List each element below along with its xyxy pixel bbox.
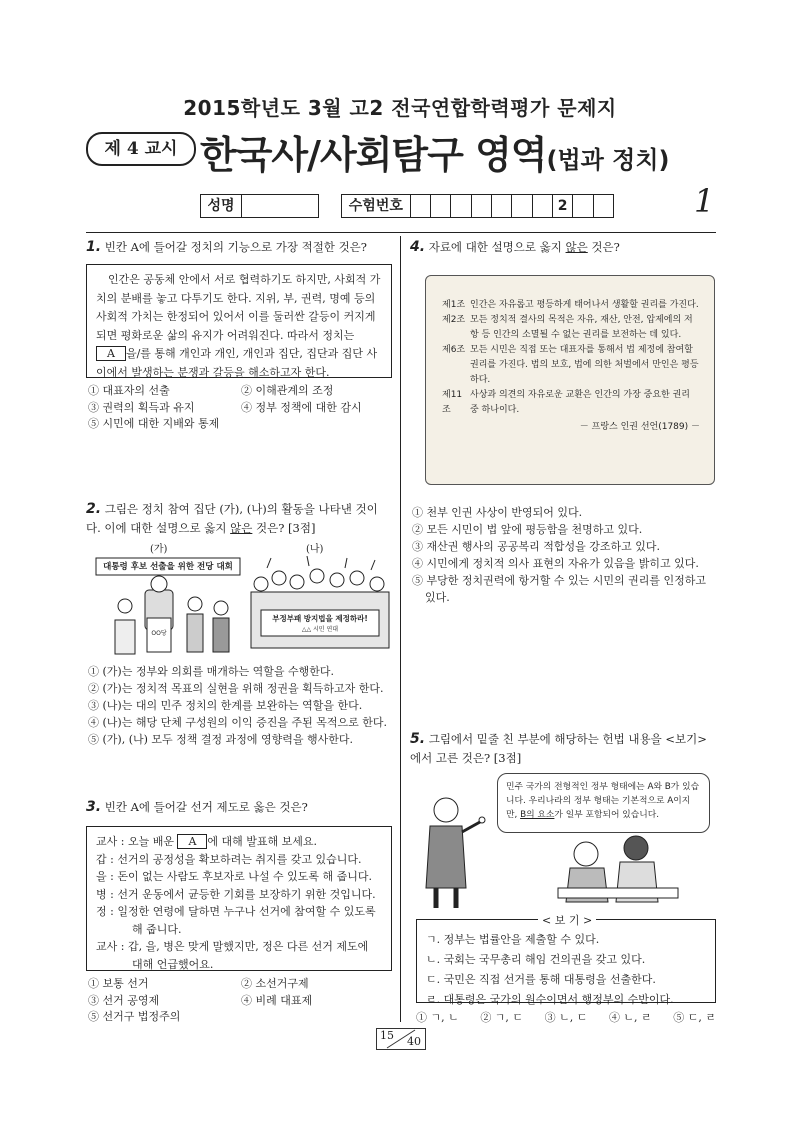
exam-number-cell[interactable] bbox=[451, 195, 471, 217]
option[interactable]: ① 대표자의 선출 bbox=[88, 384, 170, 397]
convention-illustration bbox=[95, 556, 241, 658]
bogi-box bbox=[416, 919, 716, 1006]
article-text: 모든 시민은 직접 또는 대표자를 통해서 법 제정에 참여할 권리를 가진다. 법의 보호, 법에 의한 처벌에서 만인은 평등하다. bbox=[470, 345, 699, 385]
article-text: 인간은 자유롭고 평등하게 태어나서 생활할 권리를 가진다. bbox=[470, 300, 699, 310]
bogi-item: ㄴ. 국회는 국무총리 해임 건의권을 갖고 있다. bbox=[426, 953, 646, 966]
subject-main: 한국사/사회탐구 영역 bbox=[200, 133, 547, 177]
q3-options bbox=[88, 976, 394, 1026]
label-ga: (가) bbox=[150, 544, 168, 555]
article-text: 사상과 의견의 자유로운 교환은 인간의 가장 중요한 권리 중 하나이다. bbox=[470, 390, 690, 415]
option[interactable]: ① 보통 선거 bbox=[88, 977, 149, 990]
exam-number-label: 수험번호 bbox=[342, 195, 411, 217]
underlined-word: 않은 bbox=[565, 240, 588, 254]
question-number: 2. bbox=[86, 501, 102, 517]
page-number: 1 bbox=[694, 182, 715, 220]
question-3 bbox=[86, 798, 392, 817]
option[interactable]: ② 소선거구제 bbox=[241, 977, 309, 990]
option[interactable]: ① ㄱ, ㄴ bbox=[416, 1011, 459, 1024]
option[interactable]: ② ㄱ, ㄷ bbox=[480, 1011, 524, 1024]
option[interactable]: ④ 정부 정책에 대한 감시 bbox=[241, 400, 362, 414]
question-number: 5. bbox=[410, 731, 426, 747]
subject-sub: (법과 정치) bbox=[546, 146, 670, 174]
exam-number-field[interactable] bbox=[341, 194, 614, 218]
q1-passage-text: 인간은 공동체 안에서 서로 협력하기도 하지만, 사회적 가치의 분배를 놓고 다투기도 한다. 지위, 부, 권력, 명예 등의 사회적 가치는 한정되어 있어서 이를 둘러싼 갈등이 커지게 되면 평화로운 삶의 유지가 어려워진다. 따라서 정치는 bbox=[96, 273, 381, 342]
exam-number-cell[interactable] bbox=[512, 195, 532, 217]
option[interactable]: ⑤ 시민에 대한 지배와 통제 bbox=[88, 417, 220, 430]
dialogue-text: 교사 : 오늘 배운 bbox=[96, 835, 174, 848]
option[interactable]: ⑤ 선거구 법정주의 bbox=[88, 1010, 181, 1023]
source-citation: － 프랑스 인권 선언(1789) － bbox=[579, 422, 700, 432]
question-stem-end: 것은? [3점] bbox=[252, 521, 316, 535]
option[interactable]: ② 모든 시민이 법 앞에 평등함을 천명하고 있다. bbox=[412, 523, 643, 536]
question-stem: 그림은 정치 참여 집단 (가), (나)의 활동을 나타낸 것이다. 이에 대한 설명으로 옳지 bbox=[86, 502, 378, 535]
question-number: 4. bbox=[410, 239, 426, 255]
option[interactable]: ② 이해관계의 조정 bbox=[241, 384, 334, 397]
q1-options bbox=[88, 383, 394, 433]
option[interactable]: ⑤ ㄷ, ㄹ bbox=[673, 1011, 716, 1024]
bogi-item: ㄹ. 대통령은 국가의 원수이면서 행정부의 수반이다. bbox=[426, 993, 674, 1006]
exam-number-cell: 2 bbox=[553, 195, 573, 217]
rally-banner: 부정부패 방지법을 제정하라! bbox=[272, 614, 368, 623]
exam-number-cell[interactable] bbox=[472, 195, 492, 217]
name-label: 성명 bbox=[201, 195, 242, 217]
article-number: 제2조 bbox=[442, 315, 466, 325]
q2-options bbox=[88, 663, 394, 748]
column-divider bbox=[400, 236, 401, 1022]
question-stem: 그림에서 밑줄 친 부분에 해당하는 헌법 내용을 <보기>에서 고른 것은? [3점] bbox=[410, 732, 707, 765]
rally-illustration bbox=[247, 556, 393, 658]
option[interactable]: ③ 권력의 획득과 유지 bbox=[88, 400, 195, 414]
option[interactable]: ③ (나)는 대의 민주 정치의 한계를 보완하는 역할을 한다. bbox=[88, 699, 363, 712]
exam-number-cell[interactable] bbox=[594, 195, 613, 217]
dialogue-line: 교사 : 갑, 을, 병은 맞게 말했지만, 정은 다른 선거 제도에 대해 언급했어요. bbox=[96, 940, 369, 971]
teacher-students-figure bbox=[418, 792, 718, 910]
dialogue-line: 갑 : 선거의 공정성을 확보하려는 취지를 갖고 있습니다. bbox=[96, 852, 362, 866]
option[interactable]: ⑤ (가), (나) 모두 정책 결정 과정에 영향력을 행사한다. bbox=[88, 733, 354, 746]
question-stem-end: 것은? bbox=[587, 240, 620, 254]
question-2 bbox=[86, 500, 392, 538]
dialogue-text: 에 대해 발표해 보세요. bbox=[207, 835, 318, 848]
article-number: 제6조 bbox=[442, 345, 466, 355]
article-number: 제11조 bbox=[442, 390, 463, 415]
rally-figure bbox=[247, 556, 393, 658]
dialogue-line: 을 : 돈이 없는 사람도 후보자로 나설 수 있도록 해 줍니다. bbox=[96, 870, 372, 883]
q1-passage-box bbox=[86, 264, 392, 378]
exam-number-cell[interactable] bbox=[431, 195, 451, 217]
bubble-text-end: 가 일부 포함되어 있습니다. bbox=[554, 810, 660, 820]
option[interactable]: ② (가)는 정치적 목표의 실현을 위해 정권을 획득하고자 한다. bbox=[88, 682, 384, 695]
page-indicator bbox=[376, 1028, 426, 1050]
article-text: 모든 정치적 결사의 목적은 자유, 재산, 안전, 압제에의 저항 등 인간의 소멸될 수 없는 권리를 보전하는 데 있다. bbox=[470, 315, 693, 340]
article bbox=[442, 313, 700, 343]
option[interactable]: ④ (나)는 해당 단체 구성원의 이익 증진을 주된 목적으로 한다. bbox=[88, 716, 387, 729]
declaration-scroll bbox=[425, 275, 715, 485]
option[interactable]: ⑤ 부당한 정치권력에 항거할 수 있는 시민의 권리를 인정하고 있다. bbox=[412, 574, 706, 604]
article bbox=[442, 343, 700, 388]
rally-banner-sub: △△ 시민 연대 bbox=[301, 626, 339, 633]
option[interactable]: ③ 선거 공영제 bbox=[88, 993, 160, 1007]
question-1 bbox=[86, 238, 392, 257]
option[interactable]: ④ 비례 대표제 bbox=[241, 993, 313, 1007]
option[interactable]: ④ 시민에게 정치적 의사 표현의 자유가 있음을 밝히고 있다. bbox=[412, 557, 699, 570]
dialogue-line: 병 : 선거 운동에서 균등한 기회를 보장하기 위한 것입니다. bbox=[96, 887, 376, 901]
blank-a: A bbox=[96, 346, 126, 361]
dialogue-line bbox=[96, 833, 382, 851]
exam-number-cell[interactable] bbox=[492, 195, 512, 217]
question-number: 3. bbox=[86, 799, 102, 815]
question-number: 1. bbox=[86, 239, 102, 255]
article-number: 제1조 bbox=[442, 300, 466, 310]
subject-title bbox=[200, 124, 670, 179]
name-input-area[interactable] bbox=[242, 195, 318, 217]
underlined-word: 않은 bbox=[230, 521, 253, 535]
total-pages: 40 bbox=[407, 1035, 421, 1048]
underlined-phrase: B의 요소 bbox=[520, 810, 555, 820]
question-stem: 자료에 대한 설명으로 옳지 bbox=[428, 240, 566, 254]
question-stem: 빈칸 A에 들어갈 선거 제도로 옳은 것은? bbox=[104, 800, 308, 814]
exam-number-cell[interactable] bbox=[573, 195, 593, 217]
bubble-text: 민주 국가의 전형적인 정부 형태에는 A와 B가 있습니다. 우리나라의 정부 형태는 기본적으로 A이지만, bbox=[506, 782, 700, 820]
podium-label: OO당 bbox=[151, 630, 167, 637]
convention-banner: 대통령 후보 선출을 위한 전당 대회 bbox=[103, 562, 233, 572]
label-na: (나) bbox=[306, 544, 324, 555]
option[interactable]: ① 천부 인권 사상이 반영되어 있다. bbox=[412, 506, 583, 519]
option[interactable]: ① (가)는 정부와 의회를 매개하는 역할을 수행한다. bbox=[88, 665, 334, 678]
q4-options bbox=[412, 504, 716, 606]
dialogue-line: 정 : 일정한 연령에 달하면 누구나 선거에 참여할 수 있도록 해 줍니다. bbox=[96, 905, 376, 936]
bogi-title: < 보 기 > bbox=[538, 912, 596, 928]
option[interactable]: ③ ㄴ, ㄷ bbox=[544, 1011, 588, 1024]
period-badge: 제 4 교시 bbox=[86, 132, 196, 166]
option[interactable]: ③ 재산권 행사의 공공복리 적합성을 강조하고 있다. bbox=[412, 540, 660, 553]
exam-title: 2015학년도 3월 고2 전국연합학력평가 문제지 bbox=[183, 96, 617, 120]
question-stem: 빈칸 A에 들어갈 정치의 기능으로 가장 적절한 것은? bbox=[104, 240, 367, 254]
q1-passage-text-2: 을/를 통해 개인과 개인, 개인과 집단, 집단과 집단 사이에서 발생하는 분쟁과 갈등을 해소하고자 한다. bbox=[96, 347, 378, 379]
article bbox=[442, 298, 700, 313]
header-divider bbox=[86, 232, 716, 233]
option[interactable]: ④ ㄴ, ㄹ bbox=[608, 1011, 652, 1024]
blank-a: A bbox=[177, 834, 207, 849]
bogi-item: ㄱ. 정부는 법률안을 제출할 수 있다. bbox=[426, 933, 600, 946]
q5-options bbox=[416, 1010, 716, 1027]
question-4 bbox=[410, 238, 716, 257]
q3-dialogue-box bbox=[86, 826, 392, 971]
current-page: 15 bbox=[380, 1029, 394, 1042]
article bbox=[442, 388, 700, 418]
exam-number-cell[interactable] bbox=[533, 195, 553, 217]
bogi-item: ㄷ. 국민은 직접 선거를 통해 대통령을 선출한다. bbox=[426, 973, 656, 986]
classroom-illustration bbox=[418, 792, 718, 910]
exam-number-cell[interactable] bbox=[411, 195, 431, 217]
question-5 bbox=[410, 730, 716, 768]
name-field[interactable] bbox=[200, 194, 319, 218]
